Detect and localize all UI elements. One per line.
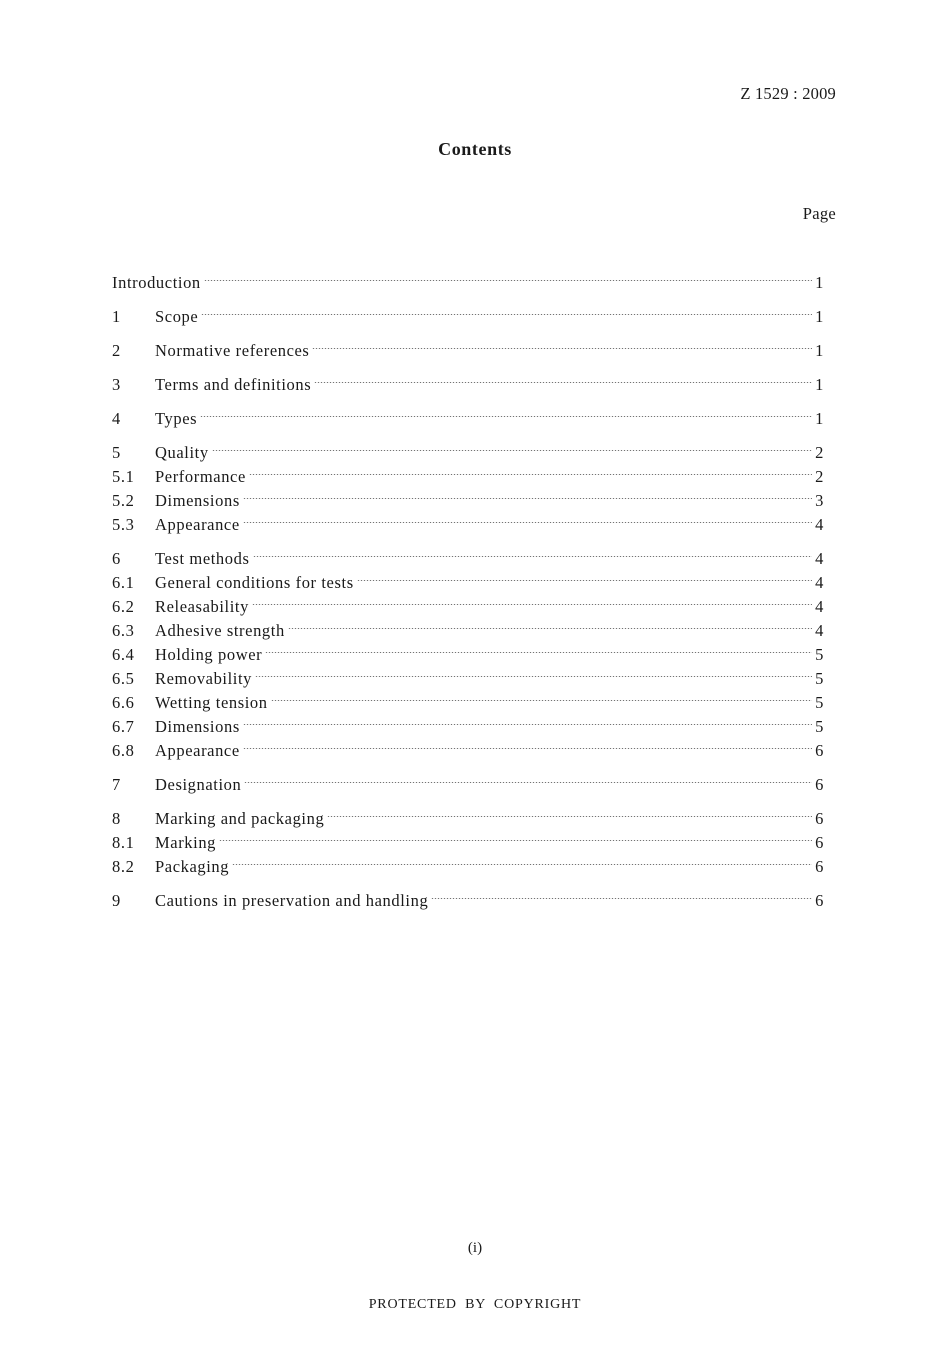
toc-entry-page: 1 [815,341,824,360]
toc-dot-leader [253,540,813,564]
toc-entry-page: 4 [815,573,824,592]
toc-dot-leader [243,708,812,732]
toc-entry[interactable] [112,824,824,852]
toc-entry-number: 8.1 [112,833,135,852]
toc-entry[interactable] [112,540,824,568]
toc-entry-label: Appearance [155,515,240,534]
toc-dot-leader [232,848,812,872]
toc-entry-page: 1 [815,409,824,428]
toc-entry-page: 5 [815,645,824,664]
toc-entry-number: 6.2 [112,597,135,616]
toc-dot-leader [204,264,812,288]
page-title: Contents [438,139,512,159]
toc-entry-label: Dimensions [155,717,240,736]
toc-entry-label: Normative references [155,341,310,360]
toc-entry-label: Designation [155,775,242,794]
toc-entry-page: 1 [815,273,824,292]
toc-entry-number: 2 [112,341,121,360]
toc-dot-leader [271,684,812,708]
toc-entry-label: Removability [155,669,253,688]
toc-entry-page: 4 [815,621,824,640]
toc-dot-leader [201,298,812,322]
toc-dot-leader [314,366,812,390]
toc-entry-page: 3 [815,491,824,510]
toc-entry-label: Marking and packaging [155,809,325,828]
toc-entry-number: 6.8 [112,741,135,760]
toc-entry-page: 6 [815,833,824,852]
toc-entry-number: 5.1 [112,467,135,486]
toc-entry-number: 5 [112,443,121,462]
toc-entry-number: 5.3 [112,515,135,534]
toc-entry[interactable] [112,400,824,428]
toc-dot-leader [288,612,812,636]
toc-entry-page: 6 [815,775,824,794]
toc-entry-number: 6.5 [112,669,135,688]
toc-entry-page: 4 [815,515,824,534]
toc-entry-page: 6 [815,891,824,910]
toc-entry[interactable] [112,298,824,326]
page-column-heading: Page [802,204,836,223]
toc-dot-leader [327,800,812,824]
toc-entry[interactable] [112,848,824,876]
toc-entry-page: 1 [815,375,824,394]
toc-entry-label: Appearance [155,741,240,760]
toc-entry-page: 4 [815,597,824,616]
toc-dot-leader [219,824,812,848]
toc-entry-number: 6.4 [112,645,135,664]
toc-entry-number: 8 [112,809,121,828]
toc-dot-leader [244,766,812,790]
toc-entry-number: 8.2 [112,857,135,876]
toc-entry-label: Types [155,409,198,428]
toc-entry[interactable] [112,800,824,828]
copyright-notice: PROTECTED BY COPYRIGHT [368,1297,582,1312]
toc-entry-number: 6.6 [112,693,135,712]
toc-dot-leader [200,400,812,424]
toc-entry[interactable] [112,458,824,486]
toc-entry-number: 1 [112,307,121,326]
toc-entry-number: 7 [112,775,121,794]
toc-dot-leader [243,482,812,506]
toc-entry[interactable] [112,882,824,910]
toc-entry[interactable] [112,264,824,292]
toc-entry-label: Performance [155,467,246,486]
table-of-contents [112,264,824,910]
toc-entry-page: 1 [815,307,824,326]
toc-entry[interactable] [112,766,824,794]
toc-entry-label: Test methods [155,549,250,568]
toc-entry-page: 6 [815,809,824,828]
toc-entry[interactable] [112,366,824,394]
toc-dot-leader [243,506,812,530]
toc-entry-number: 6 [112,549,121,568]
toc-dot-leader [431,882,812,906]
toc-entry-page: 2 [815,467,824,486]
toc-entry-number: 3 [112,375,121,394]
toc-entry-label: Introduction [112,273,201,292]
toc-dot-leader [255,660,812,684]
toc-entry-label: Scope [155,307,199,326]
toc-entry-number: 5.2 [112,491,135,510]
toc-dot-leader [265,636,812,660]
toc-entry-page: 2 [815,443,824,462]
toc-entry-number: 6.3 [112,621,135,640]
toc-entry-number: 6.7 [112,717,135,736]
toc-entry-page: 6 [815,741,824,760]
toc-entry-page: 5 [815,717,824,736]
toc-dot-leader [357,564,812,588]
toc-entry-label: Terms and definitions [155,375,312,394]
toc-entry-page: 5 [815,669,824,688]
toc-dot-leader [249,458,812,482]
toc-entry-page: 6 [815,857,824,876]
toc-dot-leader [212,434,812,458]
toc-dot-leader [243,732,812,756]
toc-entry-label: Holding power [155,645,263,664]
document-id: Z 1529 : 2009 [740,84,836,103]
toc-entry-label: Quality [155,443,209,462]
toc-entry-label: General conditions for tests [155,573,354,592]
toc-entry-page: 4 [815,549,824,568]
toc-dot-leader [252,588,812,612]
page-number: (i) [467,1240,483,1256]
toc-entry-label: Packaging [155,857,230,876]
toc-entry-number: 6.1 [112,573,135,592]
toc-entry-number: 9 [112,891,121,910]
toc-entry[interactable] [112,332,824,360]
toc-entry[interactable] [112,434,824,462]
toc-dot-leader [312,332,812,356]
toc-entry-label: Adhesive strength [155,621,285,640]
toc-entry-page: 5 [815,693,824,712]
toc-entry-label: Dimensions [155,491,240,510]
toc-entry-label: Marking [155,833,217,852]
toc-entry-number: 4 [112,409,121,428]
toc-entry-label: Releasability [155,597,249,616]
toc-entry-label: Cautions in preservation and handling [155,891,429,910]
toc-entry-label: Wetting tension [155,693,268,712]
